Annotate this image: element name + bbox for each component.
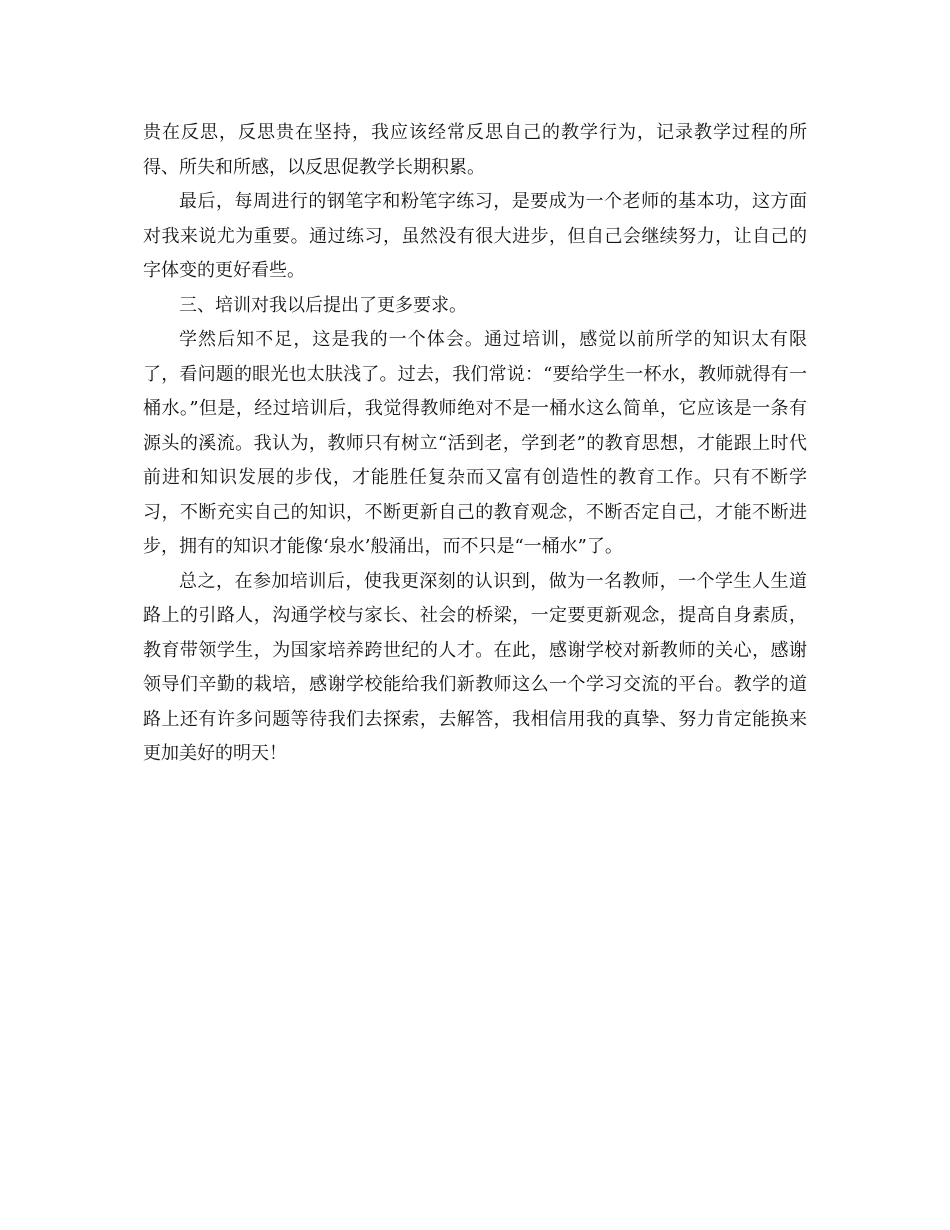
paragraph-handwriting-practice: 最后，每周进行的钢笔字和粉笔字练习，是要成为一个老师的基本功，这方面对我来说尤为重要。通过练习，虽然没有很大进步，但自己会继续努力，让自己的字体变的更好看些。 xyxy=(143,191,807,281)
section-heading-three: 三、培训对我以后提出了更多要求。 xyxy=(179,294,467,316)
paragraph-conclusion: 总之，在参加培训后，使我更深刻的认识到，做为一名教师，一个学生人生道路上的引路人，沟通学校与家长、社会的桥梁，一定要更新观念，提高自身素质，教育带领学生，为国家培养跨世纪的人才。在此，感谢学校对新教师的关心，感谢领导们辛勤的栽培，感谢学校能给我们新教师这么一个学习交流的平台。教学的道路上还有许多问题等待我们去探索，去解答，我相信用我的真挚、努力肯定能换来更加美好的明天！ xyxy=(143,570,807,764)
paragraph-reflection-continued: 贵在反思，反思贵在坚持，我应该经常反思自己的教学行为，记录教学过程的所得、所失和所感，以反思促教学长期积累。 xyxy=(143,122,807,178)
document-page xyxy=(143,116,807,772)
paragraph-learning-insufficiency: 学然后知不足，这是我的一个体会。通过培训，感觉以前所学的知识太有限了，看问题的眼光也太肤浅了。过去，我们常说：“要给学生一杯水，教师就得有一桶水。”但是，经过培训后，我觉得教师绝对不是一桶水这么简单，它应该是一条有源头的溪流。我认为，教师只有树立“活到老，学到老”的教育思想，才能跟上时代前进和知识发展的步伐，才能胜任复杂而又富有创造性的教育工作。只有不断学习，不断充实自己的知识，不断更新自己的教育观念，不断否定自己，才能不断进步，拥有的知识才能像‘泉水’般涌出，而不只是“一桶水”了。 xyxy=(143,329,807,557)
